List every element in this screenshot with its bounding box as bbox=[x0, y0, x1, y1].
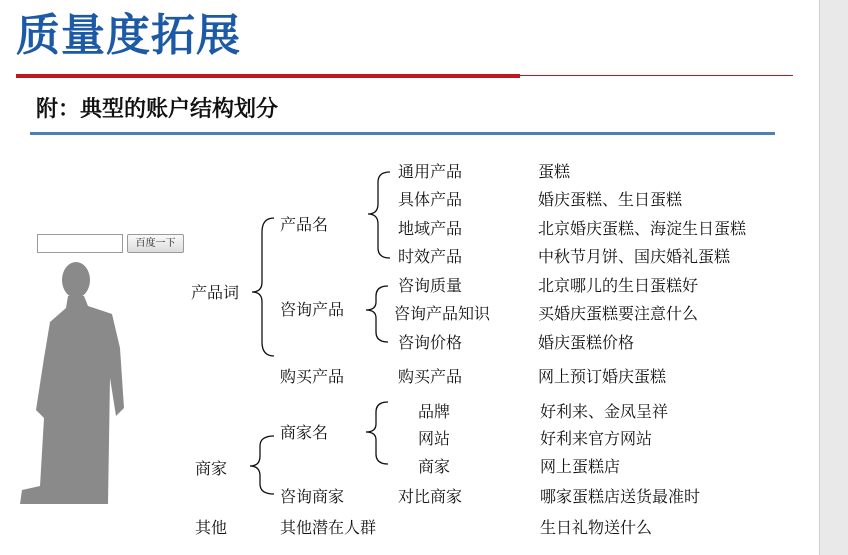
node-qita: 其他 bbox=[195, 518, 228, 537]
example-duibi: 哪家蛋糕店送货最准时 bbox=[540, 487, 701, 506]
node-goumaichanpin: 购买产品 bbox=[280, 367, 345, 386]
leaf-duibi: 对比商家 bbox=[398, 487, 463, 506]
leaf-shangjia2: 商家 bbox=[418, 457, 451, 476]
example-zxzhishi: 买婚庆蛋糕要注意什么 bbox=[538, 304, 699, 323]
window-right-strip bbox=[820, 0, 848, 555]
node-shangjiaming: 商家名 bbox=[280, 423, 329, 442]
search-button[interactable]: 百度一下 bbox=[127, 234, 184, 253]
node-chanpinming: 产品名 bbox=[280, 215, 329, 234]
leaf-zxjiage: 咨询价格 bbox=[398, 333, 463, 352]
example-zxzhiliang: 北京哪儿的生日蛋糕好 bbox=[538, 276, 699, 295]
node-chanpinci: 产品词 bbox=[191, 283, 240, 302]
example-zxjiage: 婚庆蛋糕价格 bbox=[538, 333, 635, 352]
subtitle: 附：典型的账户结构划分 bbox=[36, 97, 279, 122]
leaf-gmchanpin: 购买产品 bbox=[398, 367, 463, 386]
leaf-diyu: 地域产品 bbox=[398, 219, 463, 238]
example-pinpai: 好利来、金凤呈祥 bbox=[540, 402, 669, 421]
example-wangzhan: 好利来官方网站 bbox=[540, 429, 653, 448]
leaf-tongyong: 通用产品 bbox=[398, 162, 463, 181]
example-gmchanpin: 网上预订婚庆蛋糕 bbox=[538, 367, 667, 386]
example-diyu: 北京婚庆蛋糕、海淀生日蛋糕 bbox=[538, 219, 747, 238]
leaf-juti: 具体产品 bbox=[398, 190, 463, 209]
example-shangjia2: 网上蛋糕店 bbox=[540, 457, 621, 476]
node-zixunshangjia: 咨询商家 bbox=[280, 487, 345, 506]
leaf-zxzhishi: 咨询产品知识 bbox=[394, 304, 491, 323]
node-qitaqianzai: 其他潜在人群 bbox=[280, 518, 377, 537]
node-shangjia: 商家 bbox=[195, 459, 228, 478]
example-tongyong: 蛋糕 bbox=[538, 162, 571, 181]
leaf-pinpai: 品牌 bbox=[418, 402, 451, 421]
leaf-zxzhiliang: 咨询质量 bbox=[398, 276, 463, 295]
node-zixunchanpin: 咨询产品 bbox=[280, 300, 345, 319]
leaf-shixiao: 时效产品 bbox=[398, 247, 463, 266]
leaf-wangzhan: 网站 bbox=[418, 429, 451, 448]
example-juti: 婚庆蛋糕、生日蛋糕 bbox=[538, 190, 683, 209]
example-shixiao: 中秋节月饼、国庆婚礼蛋糕 bbox=[538, 247, 731, 266]
page-title: 质量度拓展 bbox=[16, 10, 241, 61]
example-qitaqianzai: 生日礼物送什么 bbox=[540, 518, 653, 537]
